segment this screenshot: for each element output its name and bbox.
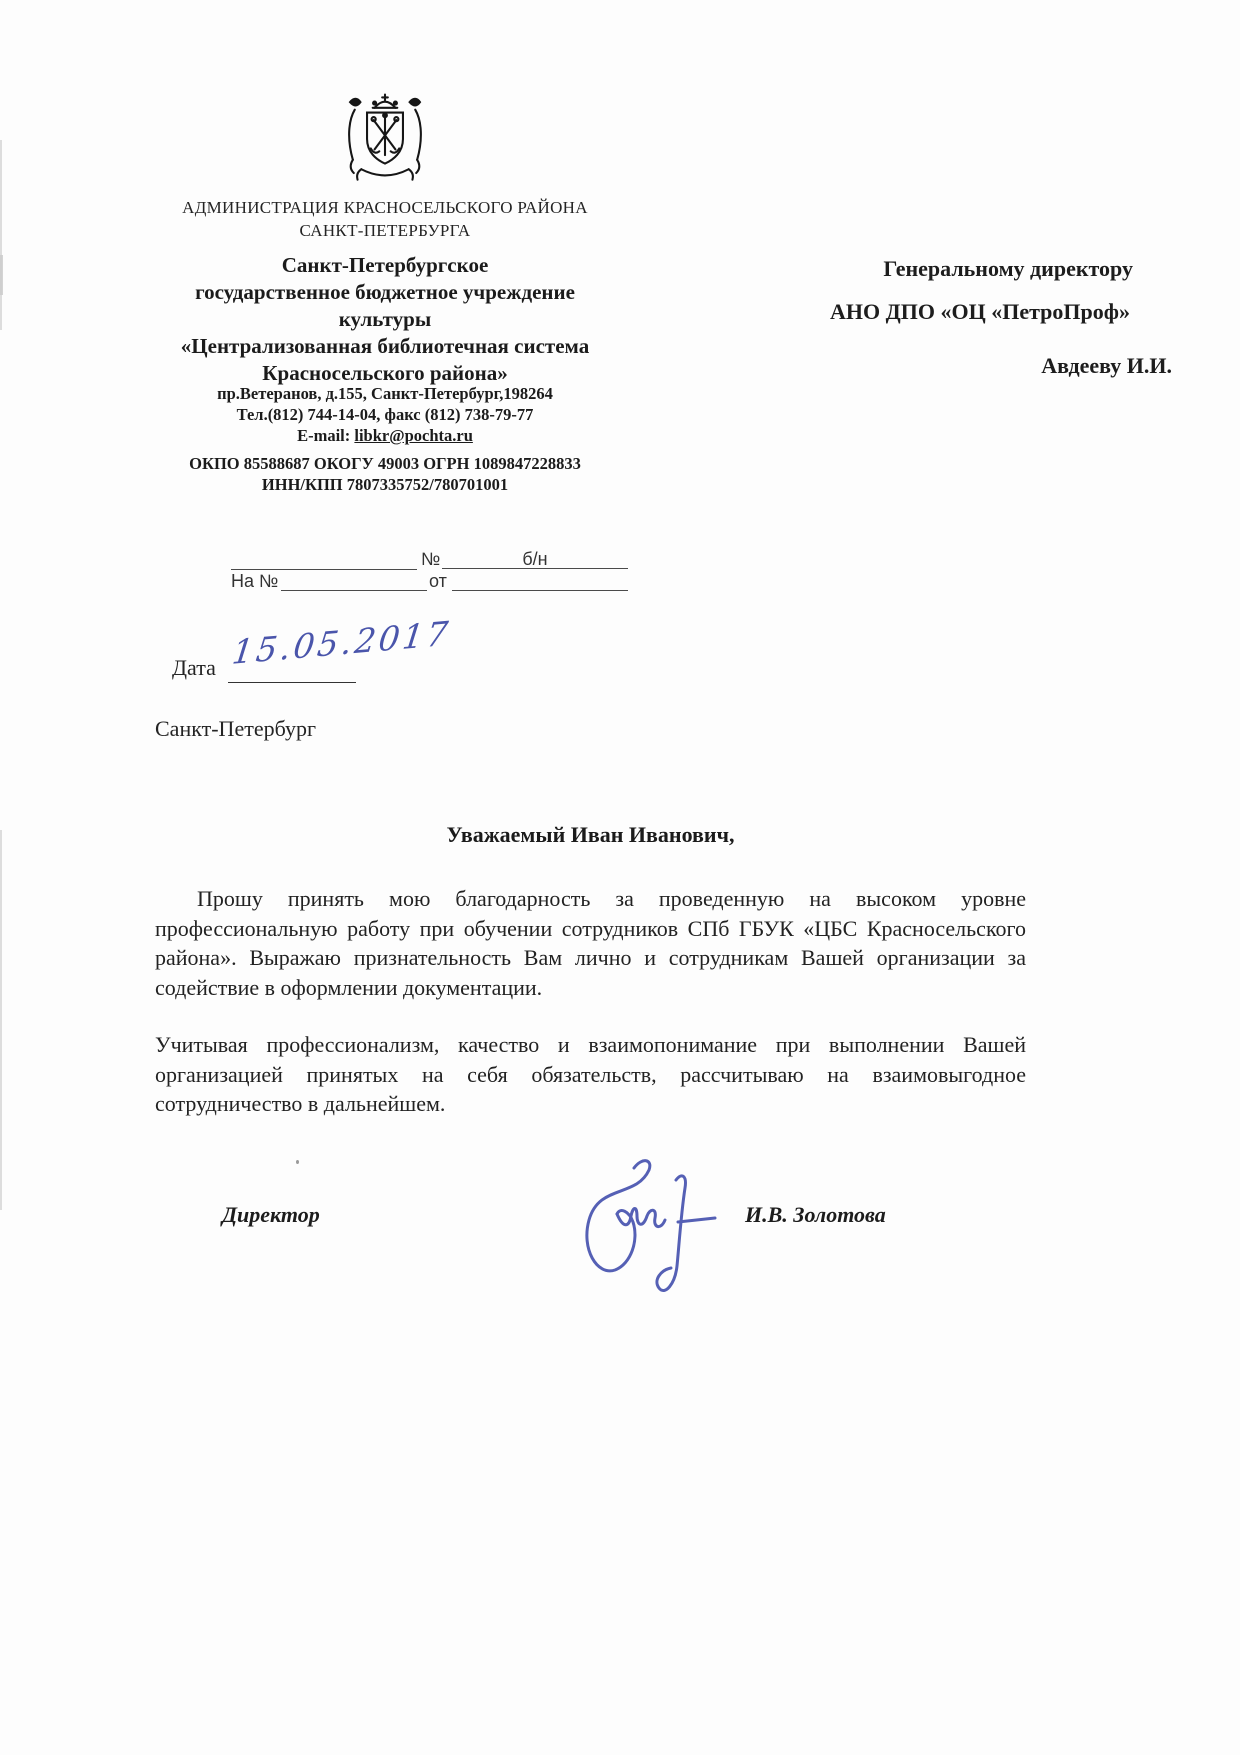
recipient-person: Авдееву И.И. bbox=[1041, 353, 1172, 378]
handwritten-date: 15.05.2017 bbox=[230, 613, 453, 672]
organization-name-line: Санкт-Петербургское bbox=[281, 253, 489, 277]
organization-name-line: государственное бюджетное учреждение bbox=[195, 280, 575, 304]
body-paragraph-1: Прошу принять мою благодарность за проведенную на высоком уровне профессиональную работу при обучении сотрудников СПб ГБУК «ЦБС Красносельского района». Выражаю признательность Вам лично и сотрудникам Вашей организации за содействие в оформлении документации. bbox=[155, 886, 1026, 1000]
signature-title: Директор bbox=[222, 1202, 320, 1227]
reply-to-label: На № bbox=[231, 571, 279, 591]
contact-block bbox=[155, 383, 615, 446]
salutation: Уважаемый Иван Иванович, bbox=[446, 822, 735, 847]
scan-artifact-mark bbox=[0, 255, 3, 295]
date-label: Дата bbox=[172, 655, 216, 680]
reply-date-blank-field bbox=[452, 571, 628, 591]
administration-city: САНКТ-ПЕТЕРБУРГА bbox=[299, 221, 471, 240]
codes-line-okpo-ogrn: ОКПО 85588687 ОКОГУ 49003 ОГРН 1089847228833 bbox=[189, 454, 581, 473]
number-sign-label: № bbox=[421, 549, 441, 569]
email-address: libkr@pochta.ru bbox=[354, 426, 473, 445]
registration-codes-block bbox=[155, 453, 615, 495]
administration-name: АДМИНИСТРАЦИЯ КРАСНОСЕЛЬСКОГО РАЙОНА bbox=[182, 198, 588, 217]
outgoing-number-value: б/н bbox=[522, 549, 548, 569]
codes-line-inn-kpp: ИНН/КПП 7807335752/780701001 bbox=[261, 475, 509, 494]
organization-name-line: Красносельского района» bbox=[262, 361, 508, 385]
saint-petersburg-coat-of-arms-icon bbox=[333, 90, 437, 188]
recipient-position: Генеральному директору bbox=[883, 256, 1133, 281]
signature-name: И.В. Золотова bbox=[745, 1202, 886, 1227]
city-line: Санкт-Петербург bbox=[155, 716, 316, 741]
organization-name-line: культуры bbox=[338, 307, 432, 331]
reply-number-blank-field bbox=[281, 571, 427, 591]
handwritten-signature-icon bbox=[572, 1152, 720, 1320]
from-label: от bbox=[429, 571, 447, 591]
scan-artifact-line bbox=[0, 140, 2, 330]
body-paragraph-2: Учитывая профессионализм, качество и взаимопонимание при выполнении Вашей организацией принятых на себя обязательств, рассчитываю на взаимовыгодное сотрудничество в дальнейшем. bbox=[155, 1032, 1026, 1116]
recipient-organization: АНО ДПО «ОЦ «ПетроПроф» bbox=[830, 299, 1130, 324]
scan-speck bbox=[296, 1160, 299, 1164]
outgoing-date-blank-field bbox=[231, 550, 417, 570]
scan-artifact-line bbox=[0, 830, 2, 1210]
organization-name-block bbox=[155, 252, 615, 387]
contact-email bbox=[155, 425, 615, 446]
administration-block bbox=[155, 196, 615, 242]
contact-address: пр.Ветеранов, д.155, Санкт-Петербург,198264 bbox=[217, 384, 553, 403]
contact-phone: Тел.(812) 744-14-04, факс (812) 738-79-77 bbox=[236, 405, 534, 424]
outgoing-number-field bbox=[442, 549, 628, 569]
organization-name-line: «Централизованная библиотечная система bbox=[180, 334, 590, 358]
email-label: E-mail: bbox=[297, 426, 351, 445]
